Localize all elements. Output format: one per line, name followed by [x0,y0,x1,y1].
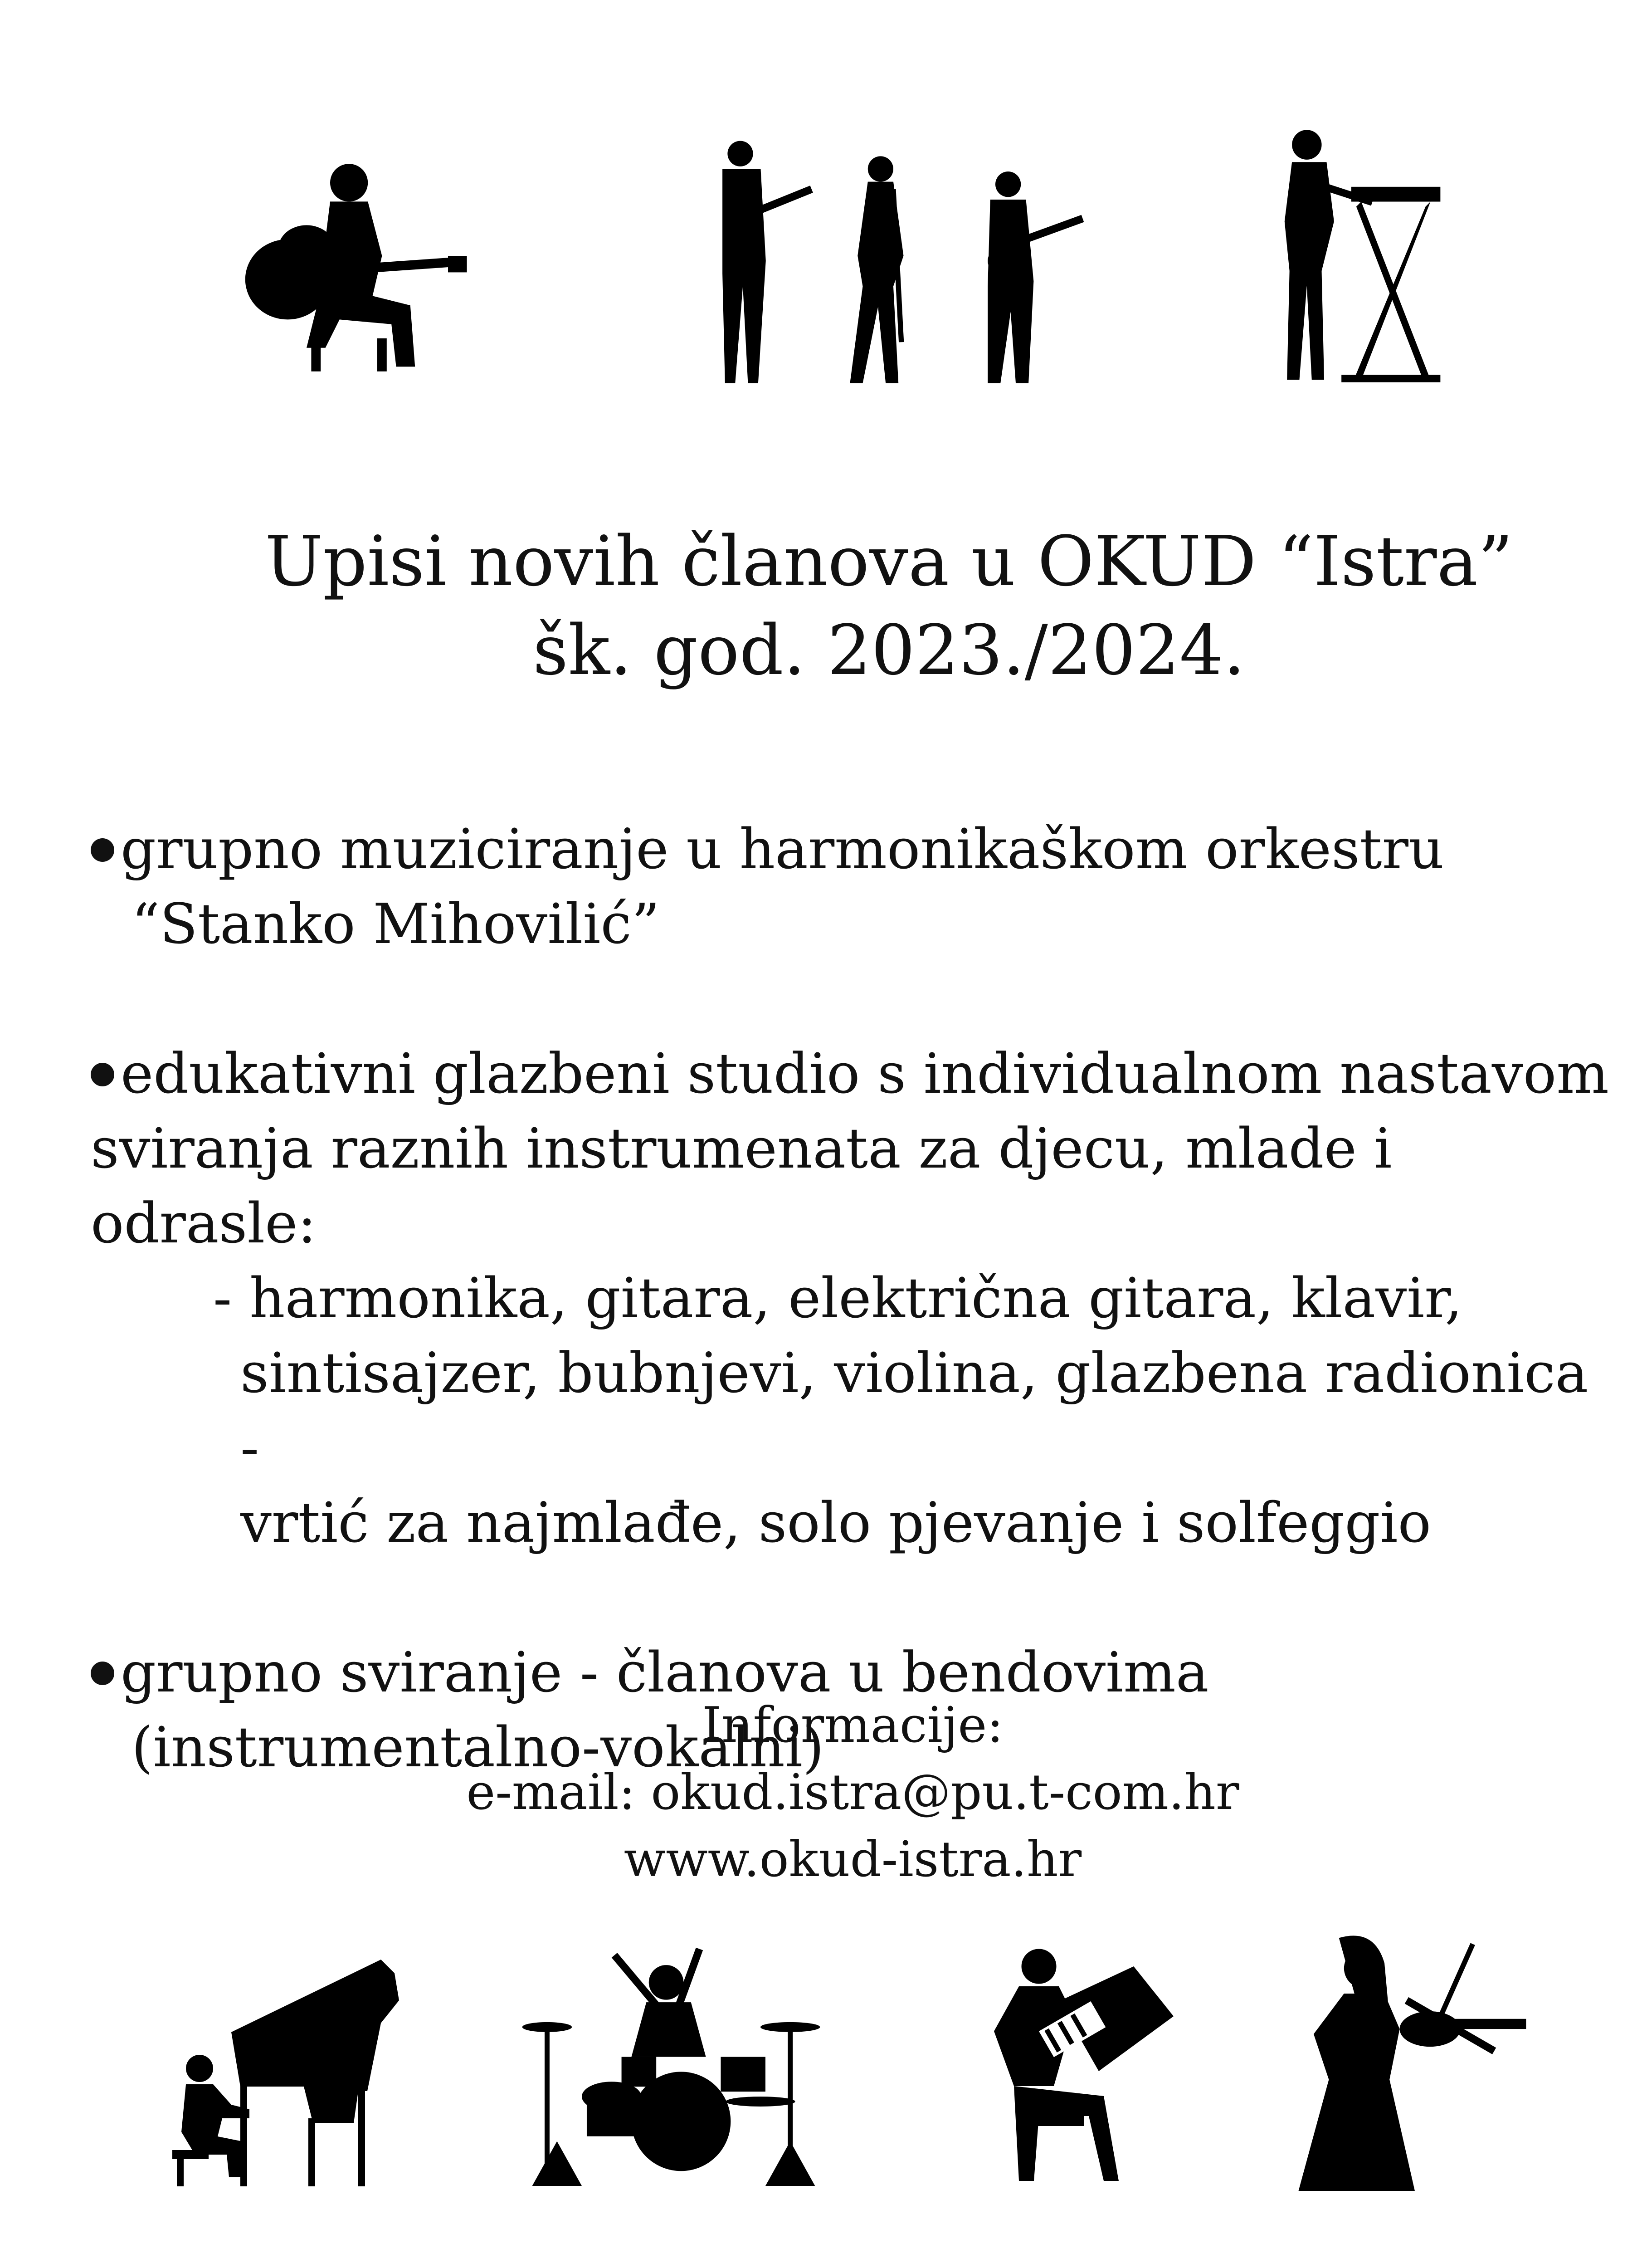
accordionist-icon [984,1941,1184,2191]
info-heading: Informacije: [702,1697,1004,1754]
list-item: edukativni glazbeni studio s individualnom nastavom sviranja raznih instrumenata za djecu, mlade i odrasle: - harmonika, gitara, električna gitara, klavir, sintisajzer, bubnjevi, violina, glazbena radionica - vrtić za najmlađe, solo pjevanje i solfeggio [91,1041,1609,1555]
list-item: grupno sviranje - članova u bendovima (instrumentalno-vokalni) [91,1635,1623,1785]
seated-guitarist-icon [236,150,472,386]
list-item: grupno muziciranje u harmonikaškom orkestru “Stanko Mihovilić” [91,812,1623,962]
email-link[interactable]: e-mail: okud.istra@pu.t-com.hr [466,1764,1239,1821]
title-line-2: šk. god. 2023./2024. [533,610,1245,690]
page-title [0,517,1642,695]
bullet-dot-icon [91,838,114,862]
contact-info [0,1692,1642,1893]
drummer-icon [521,1928,821,2191]
keyboard-player-icon [1252,122,1451,395]
pianist-icon [172,1955,399,2191]
bullet-dot-icon [91,1662,114,1685]
violinist-icon [1288,1928,1542,2191]
rock-band-icon [689,132,1097,390]
bullet-dot-icon [91,1063,114,1086]
program-list [91,812,1623,1785]
title-line-1: Upisi novih članova u OKUD “Istra” [265,521,1513,601]
website-link[interactable]: www.okud-istra.hr [624,1831,1082,1888]
